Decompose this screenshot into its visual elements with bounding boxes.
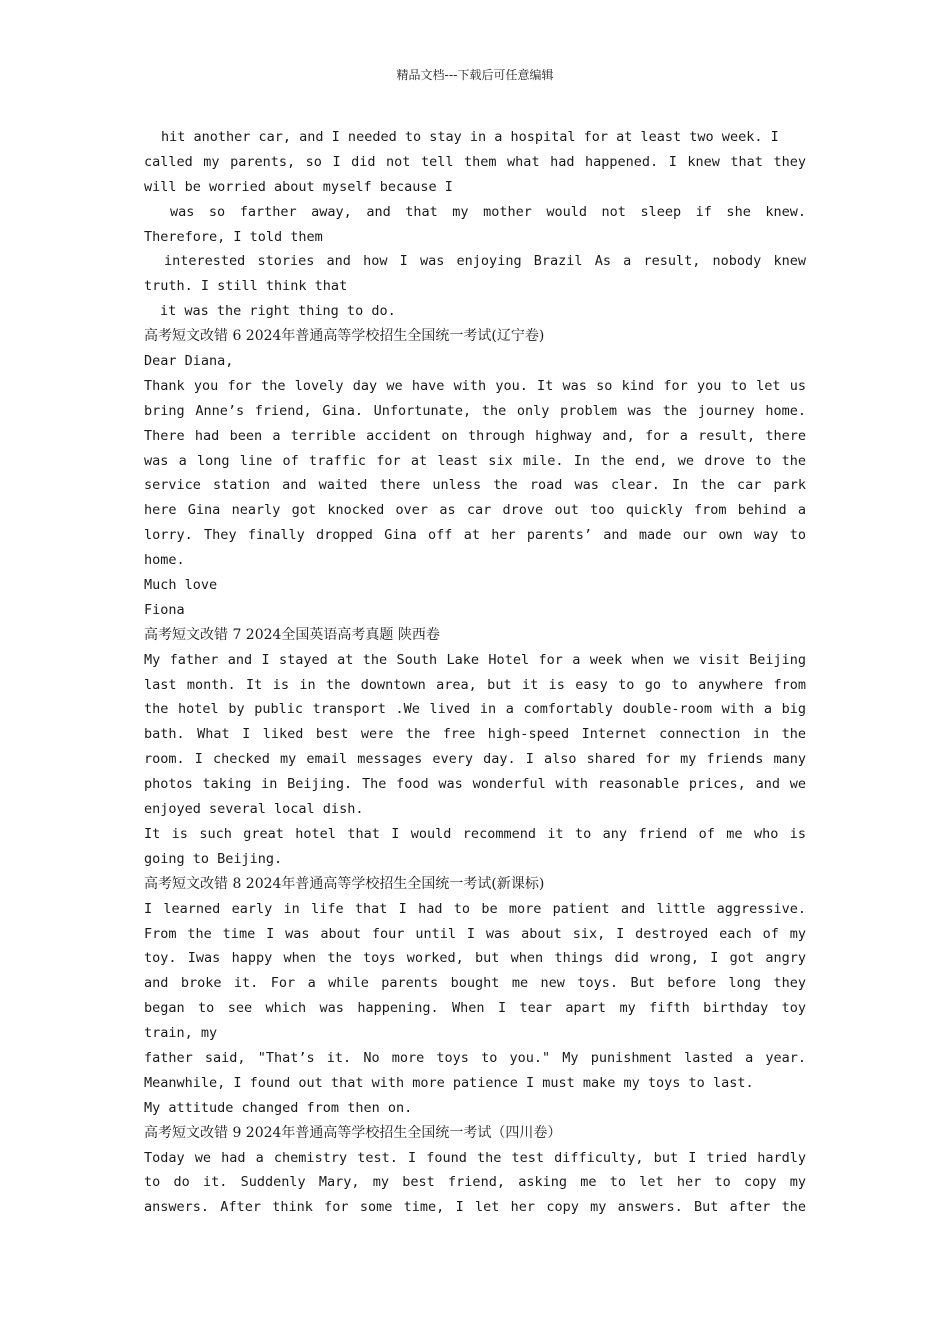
text-line: It is such great hotel that I would recommend it to any friend of me who is (144, 825, 806, 842)
text-line: was so farther away, and that my mother would not sleep if she knew. (170, 203, 806, 220)
text-line: photos taking in Beijing. The food was wonderful with reasonable prices, and we (144, 776, 806, 793)
text-line: lorry. They finally dropped Gina off at her parents’ and made our own way to (144, 527, 806, 544)
document-body (144, 125, 806, 1220)
text-line: hit another car, and I needed to stay in a hospital for at least two week. I (161, 129, 779, 145)
text-line: going to Beijing. (144, 850, 283, 867)
text-line: and broke it. For a while parents bought me new toys. But before long they (144, 975, 806, 992)
text-line: it was the right thing to do. (160, 303, 396, 320)
text-line: There had been a terrible accident on through highway and, for a result, there (144, 427, 806, 444)
text-line: My father and I stayed at the South Lake Hotel for a week when we visit Beijing (144, 651, 806, 668)
text-line: Thank you for the lovely day we have with you. It was so kind for you to let us (144, 377, 806, 394)
text-line: Meanwhile, I found out that with more patience I must make my toys to last. (144, 1074, 754, 1091)
text-line: last month. It is in the downtown area, but it is easy to go to anywhere from (144, 676, 806, 693)
section-title: 高考短文改错 8 2024年普通高等学校招生全国统一考试(新课标) (144, 875, 545, 892)
text-line: bath. What I liked best were the free high-speed Internet connection in the (144, 726, 806, 743)
text-line: answers. After think for some time, I let her copy my answers. But after the (144, 1199, 806, 1216)
text-line: to do it. Suddenly Mary, my best friend, asking me to let her to copy my (144, 1174, 806, 1191)
text-line: home. (144, 552, 185, 569)
section-title: 高考短文改错 7 2024全国英语高考真题 陕西卷 (144, 626, 440, 643)
text-line: Dear Diana, (144, 353, 234, 370)
text-line: father said, "That’s it. No more toys to you." My punishment lasted a year. (144, 1049, 806, 1066)
text-line: room. I checked my email messages every day. I also shared for my friends many (144, 751, 806, 768)
section-title: 高考短文改错 6 2024年普通高等学校招生全国统一考试(辽宁卷) (144, 328, 545, 345)
text-line: Fiona (144, 601, 185, 618)
text-line: enjoyed several local dish. (144, 801, 364, 818)
page-header: 精品文档---下载后可任意编辑 (396, 68, 554, 82)
text-line: began to see which was happening. When I tear apart my fifth birthday toy (144, 1000, 806, 1017)
text-line: Therefore, I told them (144, 228, 323, 245)
text-line: here Gina nearly got knocked over as car drove out too quickly from behind a (144, 502, 806, 519)
section-title: 高考短文改错 9 2024年普通高等学校招生全国统一考试（四川卷） (144, 1124, 562, 1141)
text-line: Today we had a chemistry test. I found the test difficulty, but I tried hardly (144, 1149, 806, 1166)
text-line: My attitude changed from then on. (144, 1099, 413, 1116)
text-line: I learned early in life that I had to be more patient and little aggressive. (144, 900, 806, 917)
text-line: called my parents, so I did not tell them what had happened. I knew that they (144, 153, 806, 170)
text-line: bring Anne’s friend, Gina. Unfortunate, the only problem was the journey home. (144, 402, 806, 419)
text-line: truth. I still think that (144, 278, 348, 295)
text-line: Much love (144, 577, 218, 594)
text-line: the hotel by public transport .We lived in a comfortably double-room with a big (144, 701, 806, 718)
text-line: service station and waited there unless the road was clear. In the car park (144, 477, 806, 494)
text-line: was a long line of traffic for at least six mile. In the end, we drove to the (144, 452, 806, 469)
text-line: From the time I was about four until I was about six, I destroyed each of my (144, 925, 806, 942)
text-line: train, my (144, 1025, 218, 1042)
text-line: interested stories and how I was enjoying Brazil As a result, nobody knew (164, 253, 806, 270)
text-line: toy. Iwas happy when the toys worked, but when things did wrong, I got angry (144, 950, 806, 967)
text-line: will be worried about myself because I (144, 178, 453, 195)
